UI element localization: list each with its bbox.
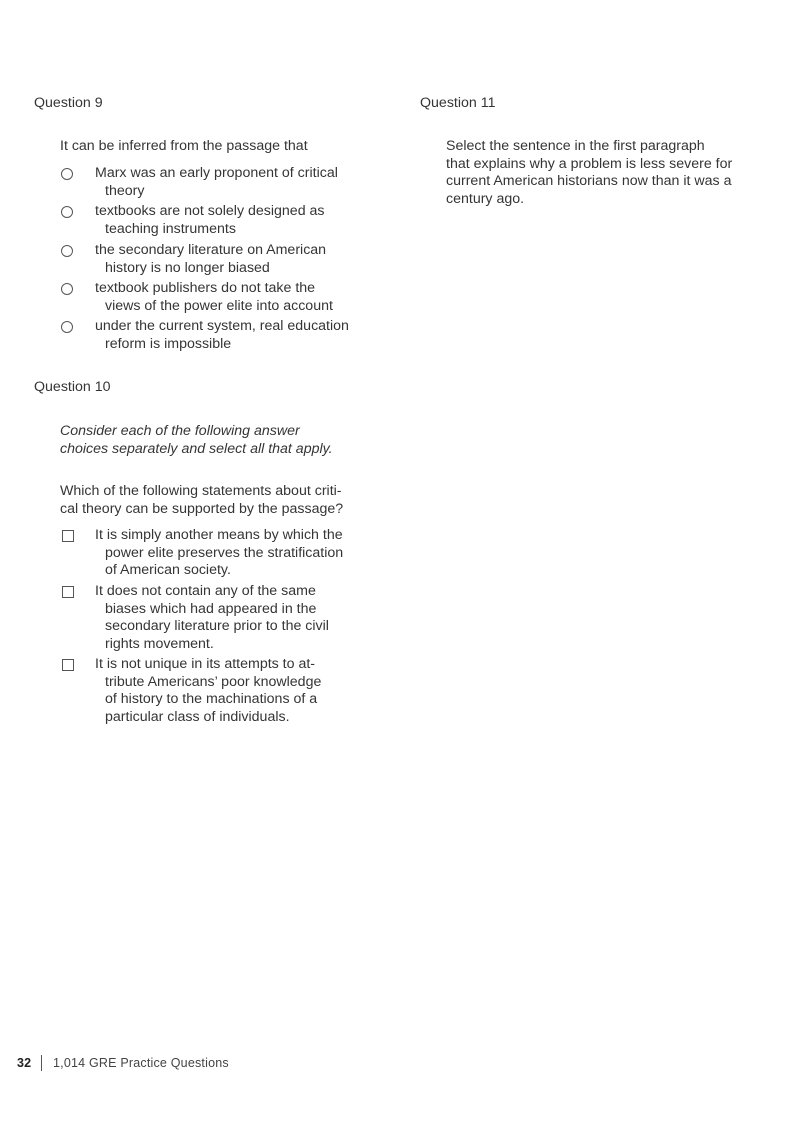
stem-text: cal theory can be supported by the passage? (60, 500, 344, 517)
option-text: secondary literature prior to the civil (105, 618, 329, 635)
option-text: particular class of individuals. (105, 708, 290, 725)
stem-text: current American historians now than it was a (446, 173, 732, 190)
checkbox[interactable] (62, 659, 74, 671)
option-text: of history to the machinations of a (105, 691, 318, 708)
option-text: textbook publishers do not take the (95, 280, 316, 296)
option-text: the secondary literature on American (95, 242, 327, 258)
option-text: Marx was an early proponent of critical (95, 165, 338, 181)
question-11-heading: Question 11 (420, 95, 496, 111)
question-10-instruction (60, 423, 333, 458)
option-text: views of the power elite into account (105, 297, 333, 314)
radio-button[interactable] (61, 245, 73, 257)
instruction-text: Consider each of the following answer (60, 423, 300, 439)
option-text: It is not unique in its attempts to at- (95, 656, 316, 672)
option-text: under the current system, real education (95, 318, 349, 334)
radio-button[interactable] (61, 168, 73, 180)
stem-text: century ago. (446, 190, 525, 207)
stem-text: Select the sentence in the first paragraph (446, 138, 705, 154)
page-number: 32 (17, 1056, 32, 1070)
stem-text: Which of the following statements about criti- (60, 483, 342, 499)
option-text: It does not contain any of the same (95, 583, 316, 599)
radio-button[interactable] (61, 283, 73, 295)
option-text: tribute Americans’ poor knowledge (105, 673, 322, 690)
option-text: history is no longer biased (105, 259, 270, 276)
option-text: reform is impossible (105, 335, 232, 352)
checkbox[interactable] (62, 530, 74, 542)
option-text: biases which had appeared in the (105, 600, 317, 617)
option-text: power elite preserves the stratification (105, 544, 344, 561)
option-text: It is simply another means by which the (95, 527, 343, 543)
instruction-text: choices separately and select all that apply. (60, 440, 333, 457)
option-text: of American society. (105, 562, 231, 579)
checkbox[interactable] (62, 586, 74, 598)
footer-divider (41, 1055, 42, 1071)
question-9-heading: Question 9 (34, 95, 103, 111)
option-text: textbooks are not solely designed as (95, 203, 325, 219)
stem-text: that explains why a problem is less severe for (446, 155, 733, 172)
radio-button[interactable] (61, 206, 73, 218)
option-text: theory (105, 182, 145, 199)
option-text: teaching instruments (105, 220, 236, 237)
question-10-stem (60, 483, 343, 518)
question-10-heading: Question 10 (34, 379, 111, 395)
radio-button[interactable] (61, 321, 73, 333)
question-9-stem: It can be inferred from the passage that (60, 138, 308, 154)
question-11-stem (446, 138, 732, 208)
book-title: 1,014 GRE Practice Questions (53, 1056, 229, 1070)
option-text: rights movement. (105, 635, 214, 652)
